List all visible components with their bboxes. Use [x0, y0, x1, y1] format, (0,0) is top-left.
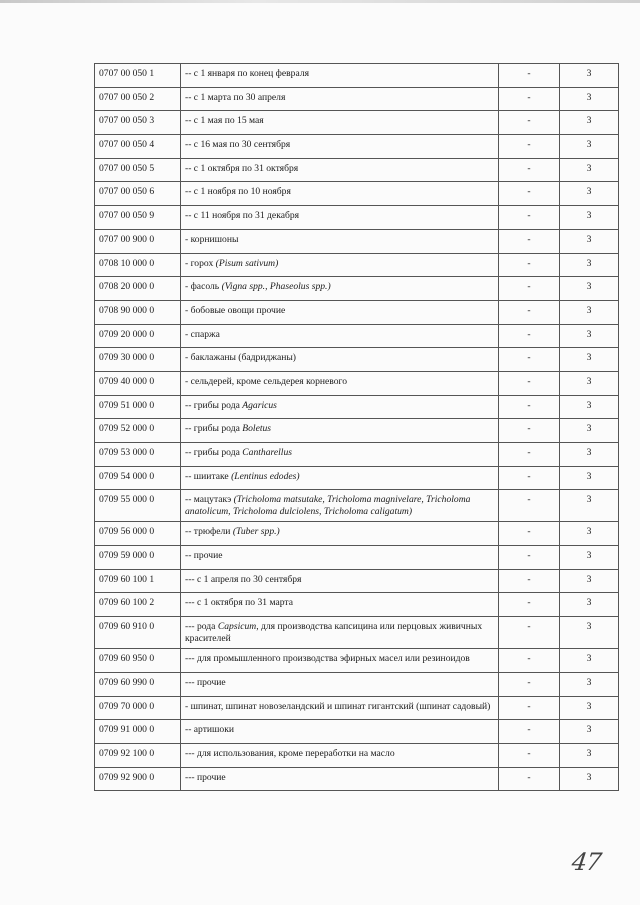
code-cell: 0709 60 100 2: [95, 593, 181, 617]
description-cell: -- с 11 ноября по 31 декабря: [181, 206, 499, 230]
duty-cell: -: [499, 182, 560, 206]
table-row: [95, 371, 619, 395]
rate-cell: 3: [560, 696, 619, 720]
code-cell: 0707 00 050 1: [95, 64, 181, 88]
rate-cell: 3: [560, 300, 619, 324]
rate-cell: 3: [560, 767, 619, 791]
code-cell: 0708 90 000 0: [95, 300, 181, 324]
table-row: [95, 649, 619, 673]
table-row: [95, 348, 619, 372]
rate-cell: 3: [560, 672, 619, 696]
table-row: [95, 546, 619, 570]
rate-cell: 3: [560, 743, 619, 767]
rate-cell: 3: [560, 277, 619, 301]
description-cell: -- мацутакэ (Tricholoma matsutake, Tricholoma magnivelare, Tricholoma anatolicum, Tricholoma dulciolens, Tricholoma caligatum): [181, 490, 499, 522]
rate-cell: 3: [560, 419, 619, 443]
latin-name: (Tricholoma matsutake, Tricholoma magnivelare, Tricholoma anatolicum, Tricholoma dulciolens, Tricholoma caligatum): [185, 494, 471, 518]
table-row: [95, 593, 619, 617]
description-cell: -- с 1 ноября по 10 ноября: [181, 182, 499, 206]
duty-cell: -: [499, 672, 560, 696]
latin-name: Agaricus: [242, 399, 277, 411]
rate-cell: 3: [560, 87, 619, 111]
duty-cell: -: [499, 371, 560, 395]
table-row: [95, 158, 619, 182]
table-row: [95, 300, 619, 324]
rate-cell: 3: [560, 182, 619, 206]
rate-cell: 3: [560, 395, 619, 419]
duty-cell: -: [499, 300, 560, 324]
rate-cell: 3: [560, 206, 619, 230]
description-cell: - сельдерей, кроме сельдерея корневого: [181, 371, 499, 395]
description-cell: -- грибы рода Cantharellus: [181, 443, 499, 467]
description-cell: --- для использования, кроме переработки на масло: [181, 743, 499, 767]
code-cell: 0707 00 050 9: [95, 206, 181, 230]
duty-cell: -: [499, 490, 560, 522]
table-row: [95, 767, 619, 791]
code-cell: 0709 92 100 0: [95, 743, 181, 767]
table-row: [95, 206, 619, 230]
duty-cell: -: [499, 522, 560, 546]
code-cell: 0709 52 000 0: [95, 419, 181, 443]
code-cell: 0709 56 000 0: [95, 522, 181, 546]
description-cell: -- прочие: [181, 546, 499, 570]
description-cell: --- прочие: [181, 672, 499, 696]
table-row: [95, 696, 619, 720]
latin-name: (Lentinus edodes): [231, 470, 300, 482]
description-cell: - фасоль (Vigna spp., Phaseolus spp.): [181, 277, 499, 301]
table-row: [95, 522, 619, 546]
code-cell: 0708 10 000 0: [95, 253, 181, 277]
table-row: [95, 466, 619, 490]
table-row: [95, 419, 619, 443]
duty-cell: -: [499, 720, 560, 744]
description-cell: -- с 1 марта по 30 апреля: [181, 87, 499, 111]
duty-cell: -: [499, 546, 560, 570]
table-row: [95, 720, 619, 744]
latin-name: Boletus: [242, 423, 272, 435]
rate-cell: 3: [560, 229, 619, 253]
code-cell: 0709 30 000 0: [95, 348, 181, 372]
rate-cell: 3: [560, 617, 619, 649]
code-cell: 0709 70 000 0: [95, 696, 181, 720]
description-cell: -- шиитаке (Lentinus edodes): [181, 466, 499, 490]
description-cell: -- трюфели (Tuber spp.): [181, 522, 499, 546]
rate-cell: 3: [560, 569, 619, 593]
table-row: [95, 443, 619, 467]
duty-cell: -: [499, 569, 560, 593]
description-cell: --- с 1 октября по 31 марта: [181, 593, 499, 617]
duty-cell: -: [499, 324, 560, 348]
code-cell: 0709 60 100 1: [95, 569, 181, 593]
rate-cell: 3: [560, 324, 619, 348]
latin-name: (Pisum sativum): [215, 257, 279, 269]
rate-cell: 3: [560, 522, 619, 546]
rate-cell: 3: [560, 546, 619, 570]
duty-cell: -: [499, 135, 560, 159]
table-row: [95, 64, 619, 88]
latin-name: (Tuber spp.): [232, 526, 280, 538]
code-cell: 0707 00 050 2: [95, 87, 181, 111]
table-row: [95, 111, 619, 135]
latin-name: (Vigna spp., Phaseolus spp.): [221, 281, 331, 293]
rate-cell: 3: [560, 64, 619, 88]
rate-cell: 3: [560, 466, 619, 490]
page-number: 47: [570, 848, 603, 876]
code-cell: 0708 20 000 0: [95, 277, 181, 301]
rate-cell: 3: [560, 593, 619, 617]
duty-cell: -: [499, 443, 560, 467]
duty-cell: -: [499, 696, 560, 720]
duty-cell: -: [499, 466, 560, 490]
duty-cell: -: [499, 419, 560, 443]
table-row: [95, 395, 619, 419]
description-cell: -- с 1 мая по 15 мая: [181, 111, 499, 135]
table-row: [95, 324, 619, 348]
table-row: [95, 253, 619, 277]
code-cell: 0707 00 900 0: [95, 229, 181, 253]
latin-name: Capsicum: [217, 621, 257, 633]
table-row: [95, 87, 619, 111]
rate-cell: 3: [560, 135, 619, 159]
table-row: [95, 490, 619, 522]
code-cell: 0709 91 000 0: [95, 720, 181, 744]
table-row: [95, 135, 619, 159]
rate-cell: 3: [560, 158, 619, 182]
duty-cell: -: [499, 593, 560, 617]
duty-cell: -: [499, 206, 560, 230]
description-cell: -- с 1 января по конец февраля: [181, 64, 499, 88]
table-row: [95, 569, 619, 593]
table-row: [95, 672, 619, 696]
duty-cell: -: [499, 395, 560, 419]
table-row: [95, 277, 619, 301]
description-cell: --- для промышленного производства эфирных масел или резиноидов: [181, 649, 499, 673]
code-cell: 0709 40 000 0: [95, 371, 181, 395]
duty-cell: -: [499, 64, 560, 88]
latin-name: Cantharellus: [242, 447, 292, 458]
rate-cell: 3: [560, 490, 619, 522]
rate-cell: 3: [560, 348, 619, 372]
description-cell: -- артишоки: [181, 720, 499, 744]
description-cell: -- грибы рода Agaricus: [181, 395, 499, 419]
duty-cell: -: [499, 87, 560, 111]
duty-cell: -: [499, 111, 560, 135]
table-row: [95, 182, 619, 206]
code-cell: 0709 60 990 0: [95, 672, 181, 696]
duty-cell: -: [499, 743, 560, 767]
rate-cell: 3: [560, 649, 619, 673]
table-row: [95, 743, 619, 767]
description-cell: -- грибы рода Boletus: [181, 419, 499, 443]
duty-cell: -: [499, 277, 560, 301]
code-cell: 0709 54 000 0: [95, 466, 181, 490]
duty-cell: -: [499, 617, 560, 649]
code-cell: 0709 53 000 0: [95, 443, 181, 467]
duty-cell: -: [499, 649, 560, 673]
rate-cell: 3: [560, 111, 619, 135]
description-cell: -- с 16 мая по 30 сентября: [181, 135, 499, 159]
duty-cell: -: [499, 253, 560, 277]
scan-edge: [0, 0, 640, 3]
rate-cell: 3: [560, 443, 619, 467]
code-cell: 0709 51 000 0: [95, 395, 181, 419]
rate-cell: 3: [560, 720, 619, 744]
code-cell: 0707 00 050 6: [95, 182, 181, 206]
tariff-table: [94, 63, 619, 791]
code-cell: 0709 20 000 0: [95, 324, 181, 348]
description-cell: - шпинат, шпинат новозеландский и шпинат гигантский (шпинат садовый): [181, 696, 499, 720]
duty-cell: -: [499, 229, 560, 253]
duty-cell: -: [499, 158, 560, 182]
duty-cell: -: [499, 348, 560, 372]
description-cell: - горох (Pisum sativum): [181, 253, 499, 277]
code-cell: 0707 00 050 5: [95, 158, 181, 182]
code-cell: 0709 60 950 0: [95, 649, 181, 673]
table-row: [95, 229, 619, 253]
description-cell: - корнишоны: [181, 229, 499, 253]
description-cell: - бобовые овощи прочие: [181, 300, 499, 324]
rate-cell: 3: [560, 253, 619, 277]
code-cell: 0709 92 900 0: [95, 767, 181, 791]
description-cell: -- с 1 октября по 31 октября: [181, 158, 499, 182]
description-cell: --- прочие: [181, 767, 499, 791]
description-cell: - спаржа: [181, 324, 499, 348]
code-cell: 0707 00 050 3: [95, 111, 181, 135]
table-row: [95, 617, 619, 649]
code-cell: 0709 55 000 0: [95, 490, 181, 522]
code-cell: 0709 60 910 0: [95, 617, 181, 649]
code-cell: 0709 59 000 0: [95, 546, 181, 570]
duty-cell: -: [499, 767, 560, 791]
description-cell: --- с 1 апреля по 30 сентября: [181, 569, 499, 593]
rate-cell: 3: [560, 371, 619, 395]
description-cell: --- рода Capsicum, для производства капсицина или перцовых живичных красителей: [181, 617, 499, 649]
description-cell: - баклажаны (бадриджаны): [181, 348, 499, 372]
code-cell: 0707 00 050 4: [95, 135, 181, 159]
